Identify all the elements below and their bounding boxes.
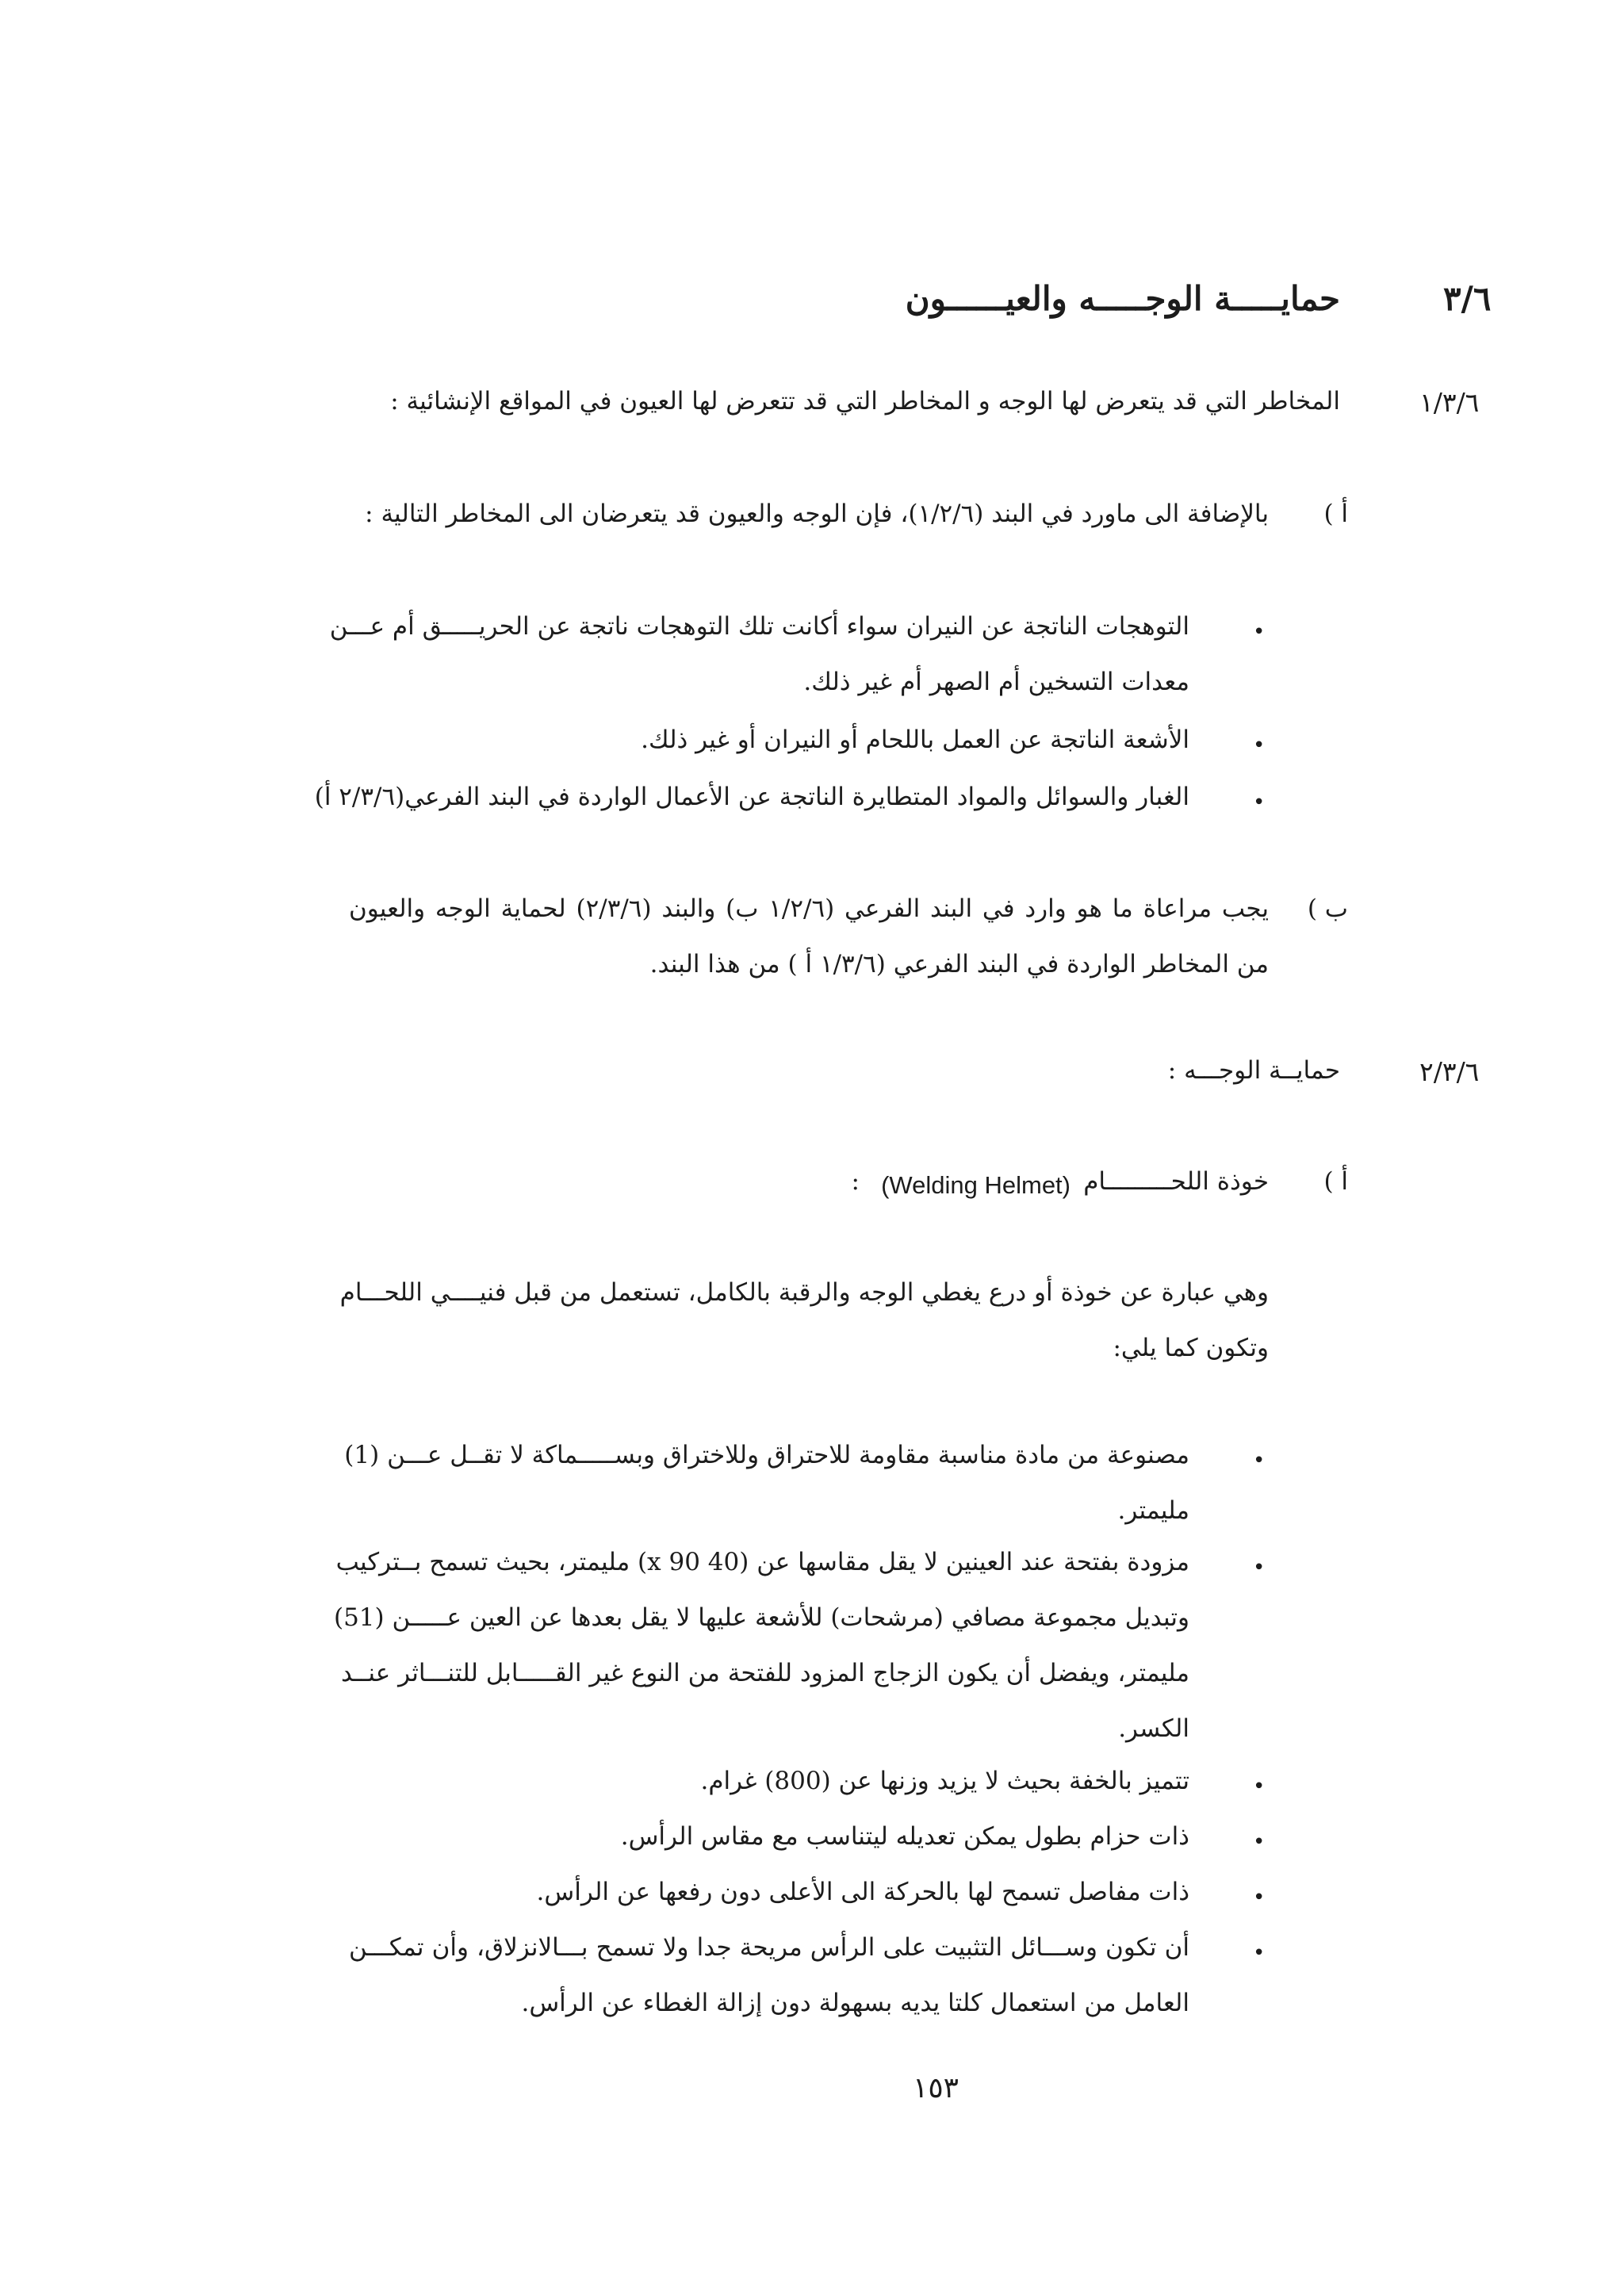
section-title: حمايـــــة الوجـــــه والعيــــــون: [905, 279, 1340, 318]
item-heading-colon: :: [851, 1167, 860, 1196]
page-number: ١٥٣: [912, 2072, 959, 2104]
paragraph-line: وتكون كما يلي:: [1113, 1334, 1269, 1362]
bullet-icon: •: [1253, 1556, 1266, 1580]
bullet-line: وتبديل مجموعة مصافي (مرشحات) للأشعة عليها لا يقل بعدها عن العين عـــــن (51): [333, 1603, 1189, 1632]
subsection-number: ١/٣/٦: [1419, 387, 1480, 418]
paragraph-line: وهي عبارة عن خوذة أو درع يغطي الوجه والرقبة بالكامل، تستعمل من قبل فنيــــي اللحـــام: [339, 1278, 1269, 1307]
bullet-line: ذات حزام بطول يمكن تعديله ليتناسب مع مقاس الرأس.: [620, 1822, 1189, 1851]
bullet-line: الكسر.: [1118, 1714, 1189, 1743]
item-line: يجب مراعاة ما هو وارد في البند الفرعي (١/٢/٦ ب) والبند (٢/٣/٦) لحماية الوجه والعيون: [349, 894, 1269, 923]
item-text: بالإضافة الى ماورد في البند (١/٢/٦)، فإن الوجه والعيون قد يتعرضان الى المخاطر التالية :: [365, 500, 1269, 528]
subsection-text: حمايــة الوجـــه :: [1167, 1056, 1340, 1085]
bullet-icon: •: [1253, 620, 1266, 644]
bullet-line: ذات مفاصل تسمح لها بالحركة الى الأعلى دون رفعها عن الرأس.: [536, 1878, 1189, 1906]
bullet-line: معدات التسخين أم الصهر أم غير ذلك.: [803, 668, 1189, 696]
bullet-line: مصنوعة من مادة مناسبة مقاومة للاحتراق وللاختراق وبســـــماكة لا تقــل عـــن (1): [344, 1441, 1189, 1469]
bullet-icon: •: [1253, 1775, 1266, 1798]
item-marker: أ ): [1323, 1167, 1348, 1196]
bullet-line: التوهجات الناتجة عن النيران سواء أكانت تلك التوهجات ناتجة عن الحريـــــق أم عـــن: [329, 612, 1189, 641]
bullet-line: مزودة بفتحة عند العينين لا يقل مقاسها عن (40 x 90) مليمتر، بحيث تسمح بــتركيب: [335, 1548, 1189, 1576]
section-number: ٣/٦: [1443, 279, 1492, 318]
subsection-text: المخاطر التي قد يتعرض لها الوجه و المخاطر التي قد تتعرض لها العيون في المواقع الإنشائية :: [390, 387, 1340, 416]
item-marker: ب ): [1307, 894, 1348, 923]
bullet-icon: •: [1253, 1886, 1266, 1909]
bullet-line: الأشعة الناتجة عن العمل باللحام أو النيران أو غير ذلك.: [641, 726, 1189, 754]
bullet-line: أن تكون وســـائل التثبيت على الرأس مريحة جدا ولا تسمح بـــالانزلاق، وأن تمكـــن: [349, 1933, 1189, 1962]
bullet-line: مليمتر.: [1117, 1496, 1189, 1525]
bullet-icon: •: [1253, 1941, 1266, 1965]
bullet-line: العامل من استعمال كلتا يديه بسهولة دون إزالة الغطاء عن الرأس.: [521, 1989, 1189, 2017]
bullet-icon: •: [1253, 1830, 1266, 1854]
item-heading-english: (Welding Helmet): [881, 1171, 1071, 1199]
item-line: من المخاطر الواردة في البند الفرعي (١/٣/٦ أ ) من هذا البند.: [649, 950, 1269, 978]
bullet-icon: •: [1253, 791, 1266, 814]
bullet-line: تتميز بالخفة بحيث لا يزيد وزنها عن (800) غرام.: [700, 1767, 1189, 1795]
bullet-line: الغبار والسوائل والمواد المتطايرة الناتجة عن الأعمال الواردة في البند الفرعي(٢/٣/٦ أ): [314, 783, 1189, 811]
subsection-number: ٢/٣/٦: [1419, 1056, 1480, 1087]
item-marker: أ ): [1323, 500, 1348, 528]
bullet-icon: •: [1253, 733, 1266, 757]
item-heading-arabic: خوذة اللحـــــــــام: [1083, 1167, 1269, 1196]
bullet-icon: •: [1253, 1449, 1266, 1473]
bullet-line: مليمتر، ويفضل أن يكون الزجاج المزود للفتحة من النوع غير القـــــابل للتنـــاثر عنــد: [340, 1659, 1189, 1687]
